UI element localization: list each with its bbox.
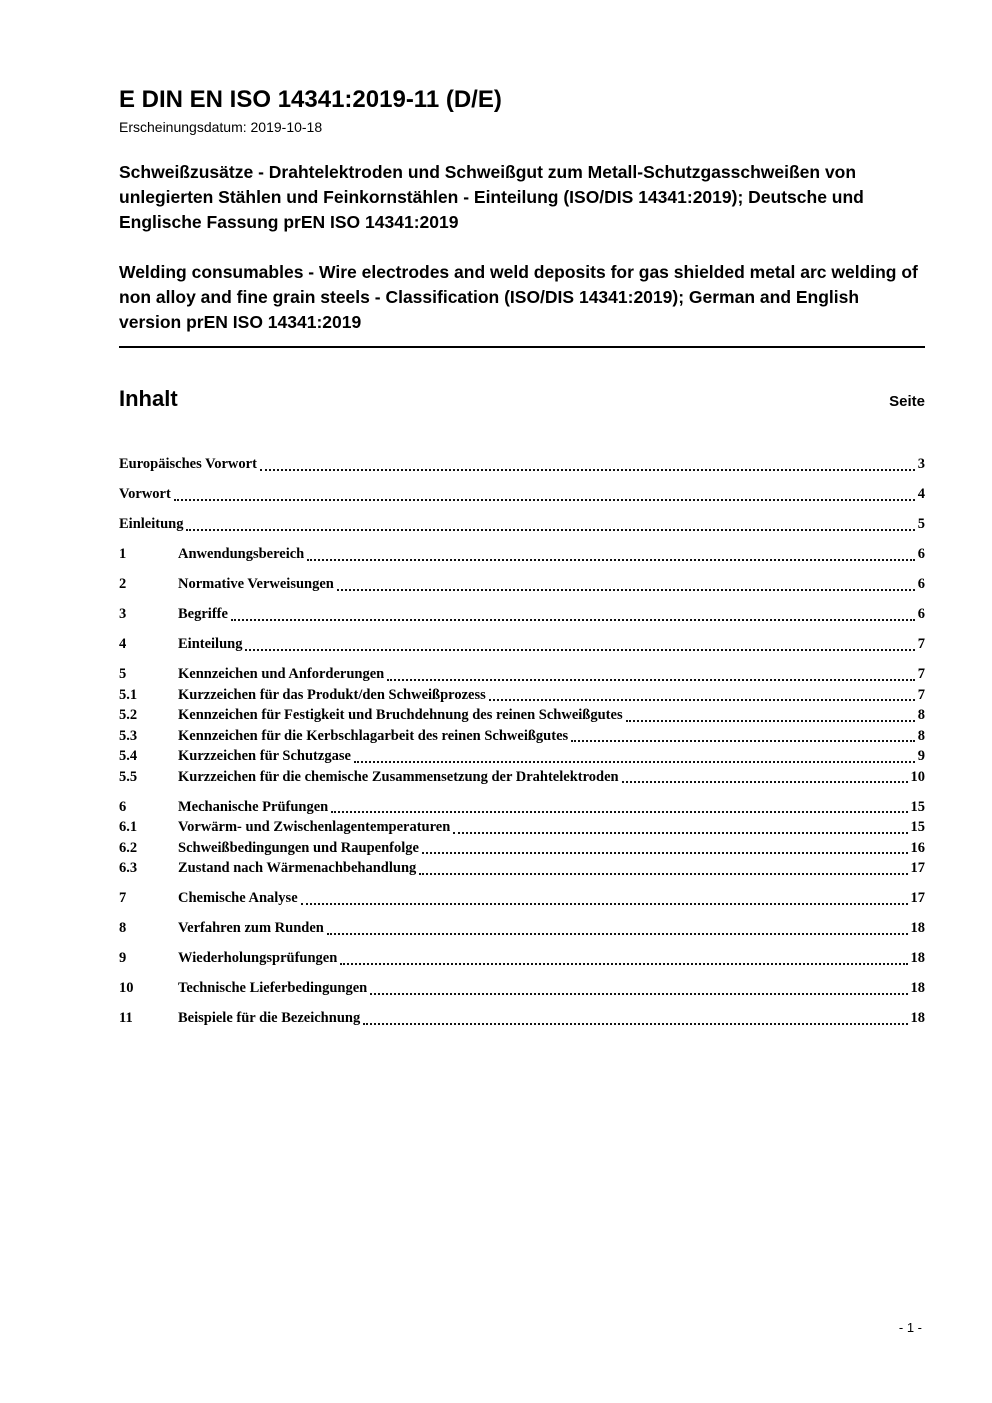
toc-entry-page: 17 (910, 890, 925, 906)
toc-entry-page: 18 (910, 980, 925, 996)
toc-entry-number: 8 (119, 920, 127, 936)
toc-entry[interactable] (119, 604, 925, 625)
toc-entry-page: 5 (917, 516, 925, 532)
toc-entry-page: 9 (917, 748, 925, 764)
toc-entry-page: 7 (917, 686, 925, 703)
toc-entry-page: 4 (917, 486, 925, 502)
release-date: Erscheinungsdatum: 2019-10-18 (119, 119, 323, 135)
toc-entry-label: Kurzzeichen für das Produkt/den Schweißprozess (178, 686, 486, 703)
toc-entry[interactable] (119, 514, 925, 535)
toc-entry[interactable] (119, 767, 925, 788)
toc-entry[interactable] (119, 888, 925, 909)
toc-entry[interactable] (119, 634, 925, 655)
title-english: Welding consumables - Wire electrodes and weld deposits for gas shielded metal arc welding of non alloy and fine grain steels - Classification (ISO/DIS 14341:2019); German and English version prEN ISO 14341:2019 (119, 262, 918, 332)
toc-entry-page: 18 (910, 920, 925, 936)
toc-entry-number: 5.2 (119, 707, 138, 723)
toc-group (119, 484, 925, 505)
toc-leader-dots (331, 811, 907, 813)
toc-leader-dots (340, 963, 907, 965)
toc-entry-label: Kennzeichen für die Kerbschlagarbeit des reinen Schweißgutes (178, 727, 569, 744)
toc-leader-dots (626, 720, 915, 722)
toc-entry-page: 6 (917, 606, 925, 622)
toc-entry-number: 5.3 (119, 727, 138, 744)
toc-entry-number: 5 (119, 666, 127, 682)
toc-leader-dots (301, 903, 908, 905)
toc-entry-label: Zustand nach Wärmenachbehandlung (178, 860, 417, 876)
toc-entry-page: 7 (917, 636, 925, 652)
toc-header (119, 386, 925, 412)
toc-entry-label: Begriffe (178, 606, 228, 622)
toc-entry[interactable] (119, 726, 925, 747)
toc-group (119, 978, 925, 999)
toc-entry[interactable] (119, 484, 925, 505)
toc-entry-number: 6 (119, 798, 127, 815)
toc-entry[interactable] (119, 858, 925, 879)
toc-entry-number: 10 (119, 980, 134, 996)
toc-entry-label: Beispiele für die Bezeichnung (178, 1010, 361, 1026)
toc-entry-label: Wiederholungsprüfungen (178, 950, 338, 966)
toc-entry-label: Vorwärm- und Zwischenlagentemperaturen (178, 819, 451, 835)
toc-leader-dots (354, 761, 915, 763)
toc-page-column-label: Seite (889, 393, 925, 410)
toc-entry[interactable] (119, 664, 925, 685)
toc-leader-dots (387, 679, 915, 681)
toc-entry[interactable] (119, 918, 925, 939)
toc-entry-page: 6 (917, 546, 925, 562)
toc-leader-dots (571, 740, 915, 742)
title-german: Schweißzusätze - Drahtelektroden und Schweißgut zum Metall-Schutzgasschweißen von unlegierten Stählen und Feinkornstählen - Einteilung (ISO/DIS 14341:2019); Deutsche und Englische Fassung prEN ISO 14341:2019 (119, 162, 864, 232)
toc-entry[interactable] (119, 817, 925, 838)
toc-entry[interactable] (119, 838, 925, 859)
toc-entry-number: 5.4 (119, 748, 138, 764)
toc-entry-page: 18 (910, 1010, 925, 1026)
toc-leader-dots (337, 589, 915, 591)
toc-entry-page: 15 (910, 819, 925, 835)
toc-entry[interactable] (119, 454, 925, 475)
toc-leader-dots (245, 649, 914, 651)
toc-entry-page: 10 (910, 768, 925, 785)
toc-entry-label: Kennzeichen für Festigkeit und Bruchdehnung des reinen Schweißgutes (178, 707, 623, 723)
toc-group (119, 454, 925, 475)
toc-leader-dots (186, 529, 914, 531)
toc-entry[interactable] (119, 797, 925, 818)
toc-entry-label: Technische Lieferbedingungen (178, 980, 368, 996)
toc-entry[interactable] (119, 746, 925, 767)
toc-entry-label: Anwendungsbereich (178, 546, 305, 562)
toc-group (119, 604, 925, 625)
toc-entry-label: Schweißbedingungen und Raupenfolge (178, 839, 419, 856)
toc-leader-dots (307, 559, 915, 561)
toc-entry-label: Kennzeichen und Anforderungen (178, 666, 385, 682)
toc-entry-label: Mechanische Prüfungen (178, 798, 329, 815)
toc-entry-label: Vorwort (119, 486, 171, 502)
toc-entry-number: 3 (119, 606, 127, 622)
toc-entry-label: Normative Verweisungen (178, 576, 334, 592)
toc-entry-label: Chemische Analyse (178, 890, 298, 906)
toc-entry[interactable] (119, 685, 925, 706)
toc-leader-dots (174, 499, 915, 501)
toc-entry-number: 4 (119, 636, 127, 652)
toc-group (119, 1008, 925, 1029)
toc-leader-dots (327, 933, 908, 935)
toc-entry-number: 6.1 (119, 819, 138, 835)
divider-rule (119, 346, 925, 348)
toc-group (119, 797, 925, 879)
toc-group (119, 634, 925, 655)
toc-entry-label: Einteilung (178, 636, 243, 652)
toc-leader-dots (622, 781, 908, 783)
page-number: - 1 - (898, 1320, 922, 1335)
toc-leader-dots (260, 469, 915, 471)
toc-entry-number: 11 (119, 1010, 133, 1026)
toc-entry-page: 7 (917, 666, 925, 682)
toc-leader-dots (422, 852, 908, 854)
toc-entry-number: 2 (119, 576, 127, 592)
toc-entry-number: 6.3 (119, 860, 138, 876)
toc-entry-number: 9 (119, 950, 127, 966)
toc-entry-label: Kurzzeichen für Schutzgase (178, 748, 351, 764)
toc-group (119, 574, 925, 595)
toc-entry-page: 16 (910, 839, 925, 856)
toc-leader-dots (489, 699, 915, 701)
document-title: E DIN EN ISO 14341:2019-11 (D/E) (119, 86, 502, 113)
toc-group (119, 544, 925, 565)
toc-entry-number: 7 (119, 890, 127, 906)
toc-heading: Inhalt (119, 386, 178, 411)
toc-entry-page: 8 (917, 707, 925, 723)
toc-entry-page: 8 (917, 727, 925, 744)
toc-entry[interactable] (119, 705, 925, 726)
toc-group (119, 514, 925, 535)
toc-entry-label: Europäisches Vorwort (119, 456, 257, 472)
toc-group (119, 888, 925, 909)
toc-group (119, 664, 925, 787)
toc-entry[interactable] (119, 1008, 925, 1029)
toc-entry-number: 1 (119, 546, 127, 562)
table-of-contents (119, 454, 925, 1029)
toc-leader-dots (363, 1023, 907, 1025)
toc-entry-number: 5.1 (119, 686, 138, 703)
toc-group (119, 948, 925, 969)
toc-entry[interactable] (119, 574, 925, 595)
toc-leader-dots (370, 993, 907, 995)
toc-group (119, 918, 925, 939)
toc-entry[interactable] (119, 978, 925, 999)
toc-entry-label: Einleitung (119, 516, 184, 532)
toc-entry[interactable] (119, 948, 925, 969)
toc-leader-dots (453, 832, 907, 834)
toc-entry-page: 3 (917, 456, 925, 472)
toc-entry-label: Verfahren zum Runden (178, 920, 324, 936)
toc-entry-number: 6.2 (119, 839, 138, 856)
toc-leader-dots (419, 873, 907, 875)
toc-entry-number: 5.5 (119, 768, 138, 785)
toc-entry-page: 6 (917, 576, 925, 592)
toc-entry-page: 15 (910, 798, 925, 815)
toc-entry[interactable] (119, 544, 925, 565)
toc-entry-page: 17 (910, 860, 925, 876)
toc-leader-dots (231, 619, 915, 621)
toc-entry-page: 18 (910, 950, 925, 966)
toc-entry-label: Kurzzeichen für die chemische Zusammensetzung der Drahtelektroden (178, 768, 619, 785)
